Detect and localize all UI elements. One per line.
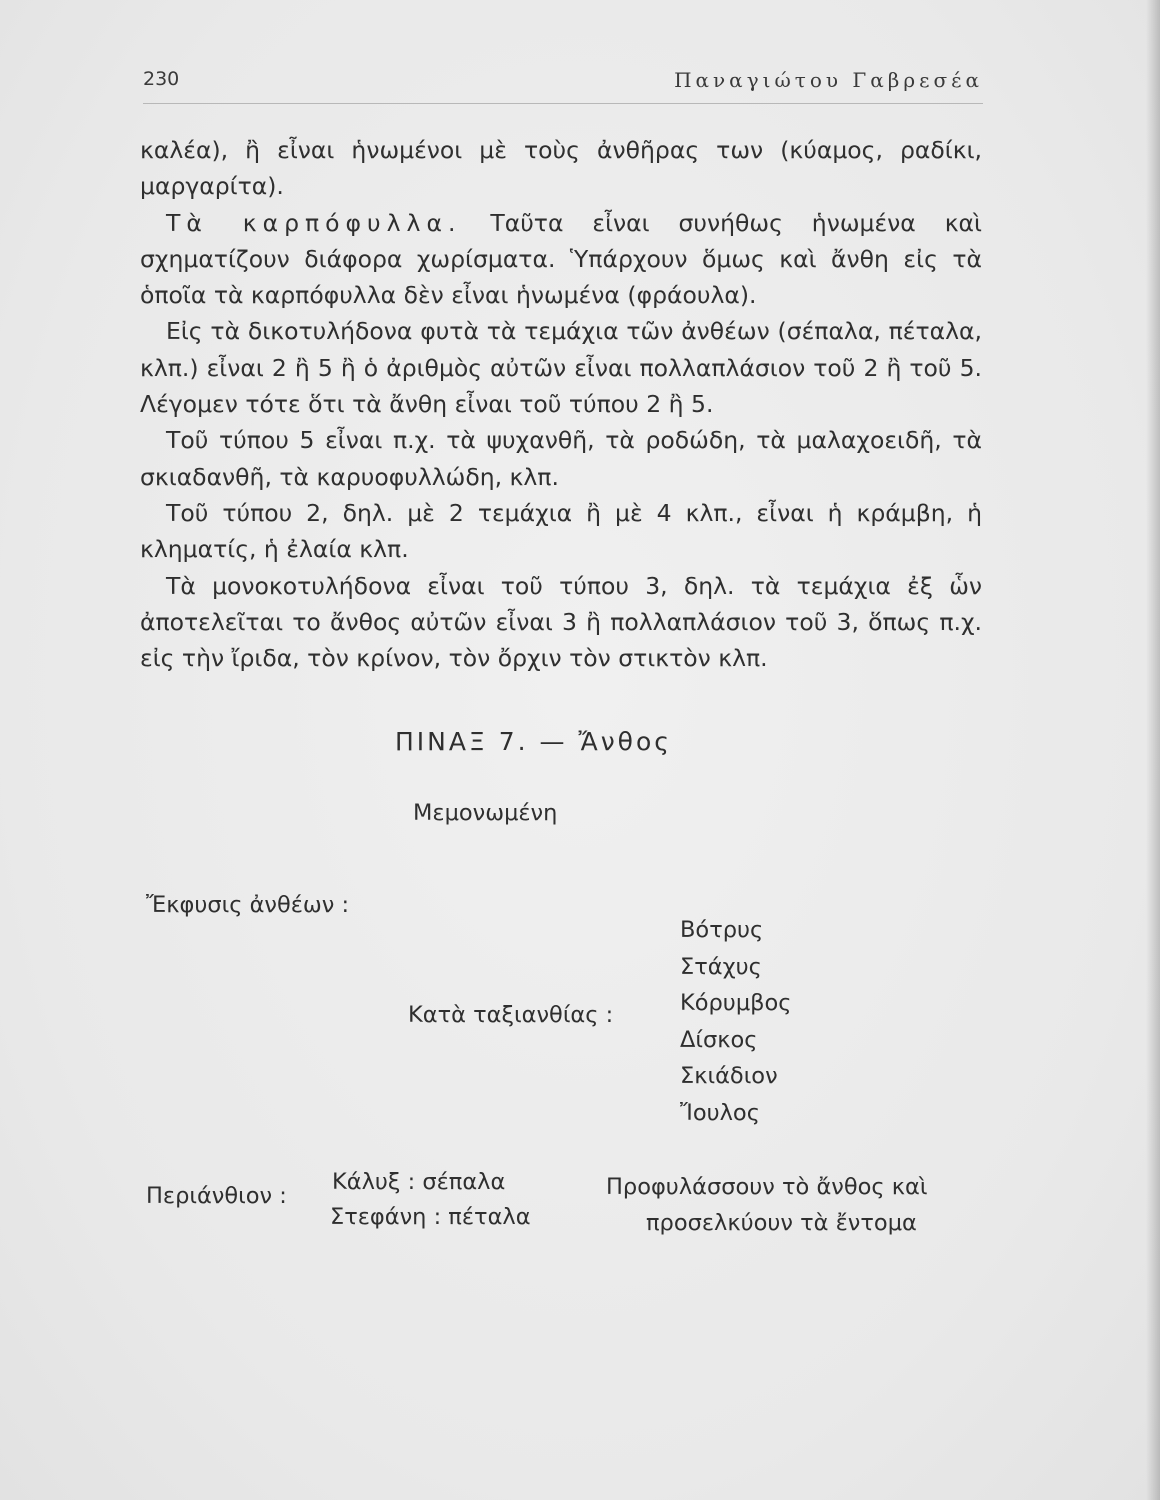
function-line-1: Προφυλάσσουν τὸ ἄνθος καὶ [606, 1174, 928, 1200]
list-item: Ἴουλος [680, 1099, 760, 1126]
paragraph: Εἰς τὰ δικοτυλήδονα φυτὰ τὰ τεμάχια τῶν ἀνθέων (σέπαλα, πέταλα, κλπ.) εἶναι 2 ἢ 5 ἢ ὁ ἀριθμὸς αὐτῶν εἶναι πολλαπλάσιον τοῦ 2 ἢ τοῦ 5. Λέγομεν τότε ὅτι τὰ ἄνθη εἶναι τοῦ τύπου 2 ἢ 5. [140, 317, 982, 419]
running-title: Παναγιώτου Γαβρεσέα [674, 68, 983, 92]
list-item: Κόρυμβος [680, 990, 792, 1016]
paragraph: Τοῦ τύπου 5 εἶναι π.χ. τὰ ψυχανθῆ, τὰ ροδώδη, τὰ μαλαχοειδῆ, τὰ σκιαδανθῆ, τὰ καρυοφυλλώδη, κλπ. [140, 426, 982, 491]
inflorescence-label: Κατὰ ταξιανθίας : [408, 1002, 614, 1028]
paragraph: καλέα), ἢ εἶναι ἡνωμένοι μὲ τοὺς ἀνθῆρας των (κύαμος, ραδίκι, μαργαρίτα). [140, 136, 982, 201]
flower-arising-label: Ἔκφυσις ἀνθέων : [146, 892, 350, 918]
header-rule [143, 103, 983, 104]
function-line-2: προσελκύουν τὰ ἔντομα [646, 1210, 917, 1236]
list-item: Βότρυς [680, 917, 764, 943]
body-text [140, 132, 982, 676]
perianth-label: Περιάνθιον : [146, 1183, 287, 1209]
section-lead: Τὰ καρπόφυλλα. [166, 208, 462, 237]
list-item: Σκιάδιον [680, 1063, 778, 1089]
list-item: Δίσκος [680, 1026, 758, 1053]
page-number: 230 [143, 68, 180, 90]
calyx-line: Κάλυξ : σέπαλα [332, 1169, 506, 1195]
paragraph [140, 205, 982, 314]
table-title: ΠΙΝΑΞ 7. — Ἄνθος [395, 727, 672, 756]
paragraph-text: Ταῦτα εἶναι συνήθως ἡνωμένα καὶ σχηματίζουν διάφορα χωρίσματα. Ὑπάρχουν ὅμως καὶ ἄνθη εἰς τὰ ὁποῖα τὰ καρπόφυλλα δὲν εἶναι ἡνωμένα (φράουλα). [140, 208, 982, 310]
page-header [143, 68, 983, 104]
inflorescence-list [680, 912, 791, 1131]
list-item: Στάχυς [680, 953, 762, 980]
page-edge-shadow [1146, 0, 1160, 1500]
paragraph: Τὰ μονοκοτυλήδονα εἶναι τοῦ τύπου 3, δηλ. τὰ τεμάχια ἐξ ὧν ἀποτελεῖται το ἄνθος αὐτῶν εἶναι 3 ἢ πολλαπλάσιον τοῦ 3, ὅπως π.χ. εἰς τὴν ἴριδα, τὸν κρίνον, τὸν ὄρχιν τὸν στικτὸν κλπ. [140, 571, 982, 673]
isolated-label: Μεμονωμένη [413, 800, 558, 826]
paragraph: Τοῦ τύπου 2, δηλ. μὲ 2 τεμάχια ἢ μὲ 4 κλπ., εἶναι ἡ κράμβη, ἡ κληματίς, ἡ ἐλαία κλπ. [140, 498, 982, 564]
corolla-line: Στεφάνη : πέταλα [330, 1204, 531, 1230]
